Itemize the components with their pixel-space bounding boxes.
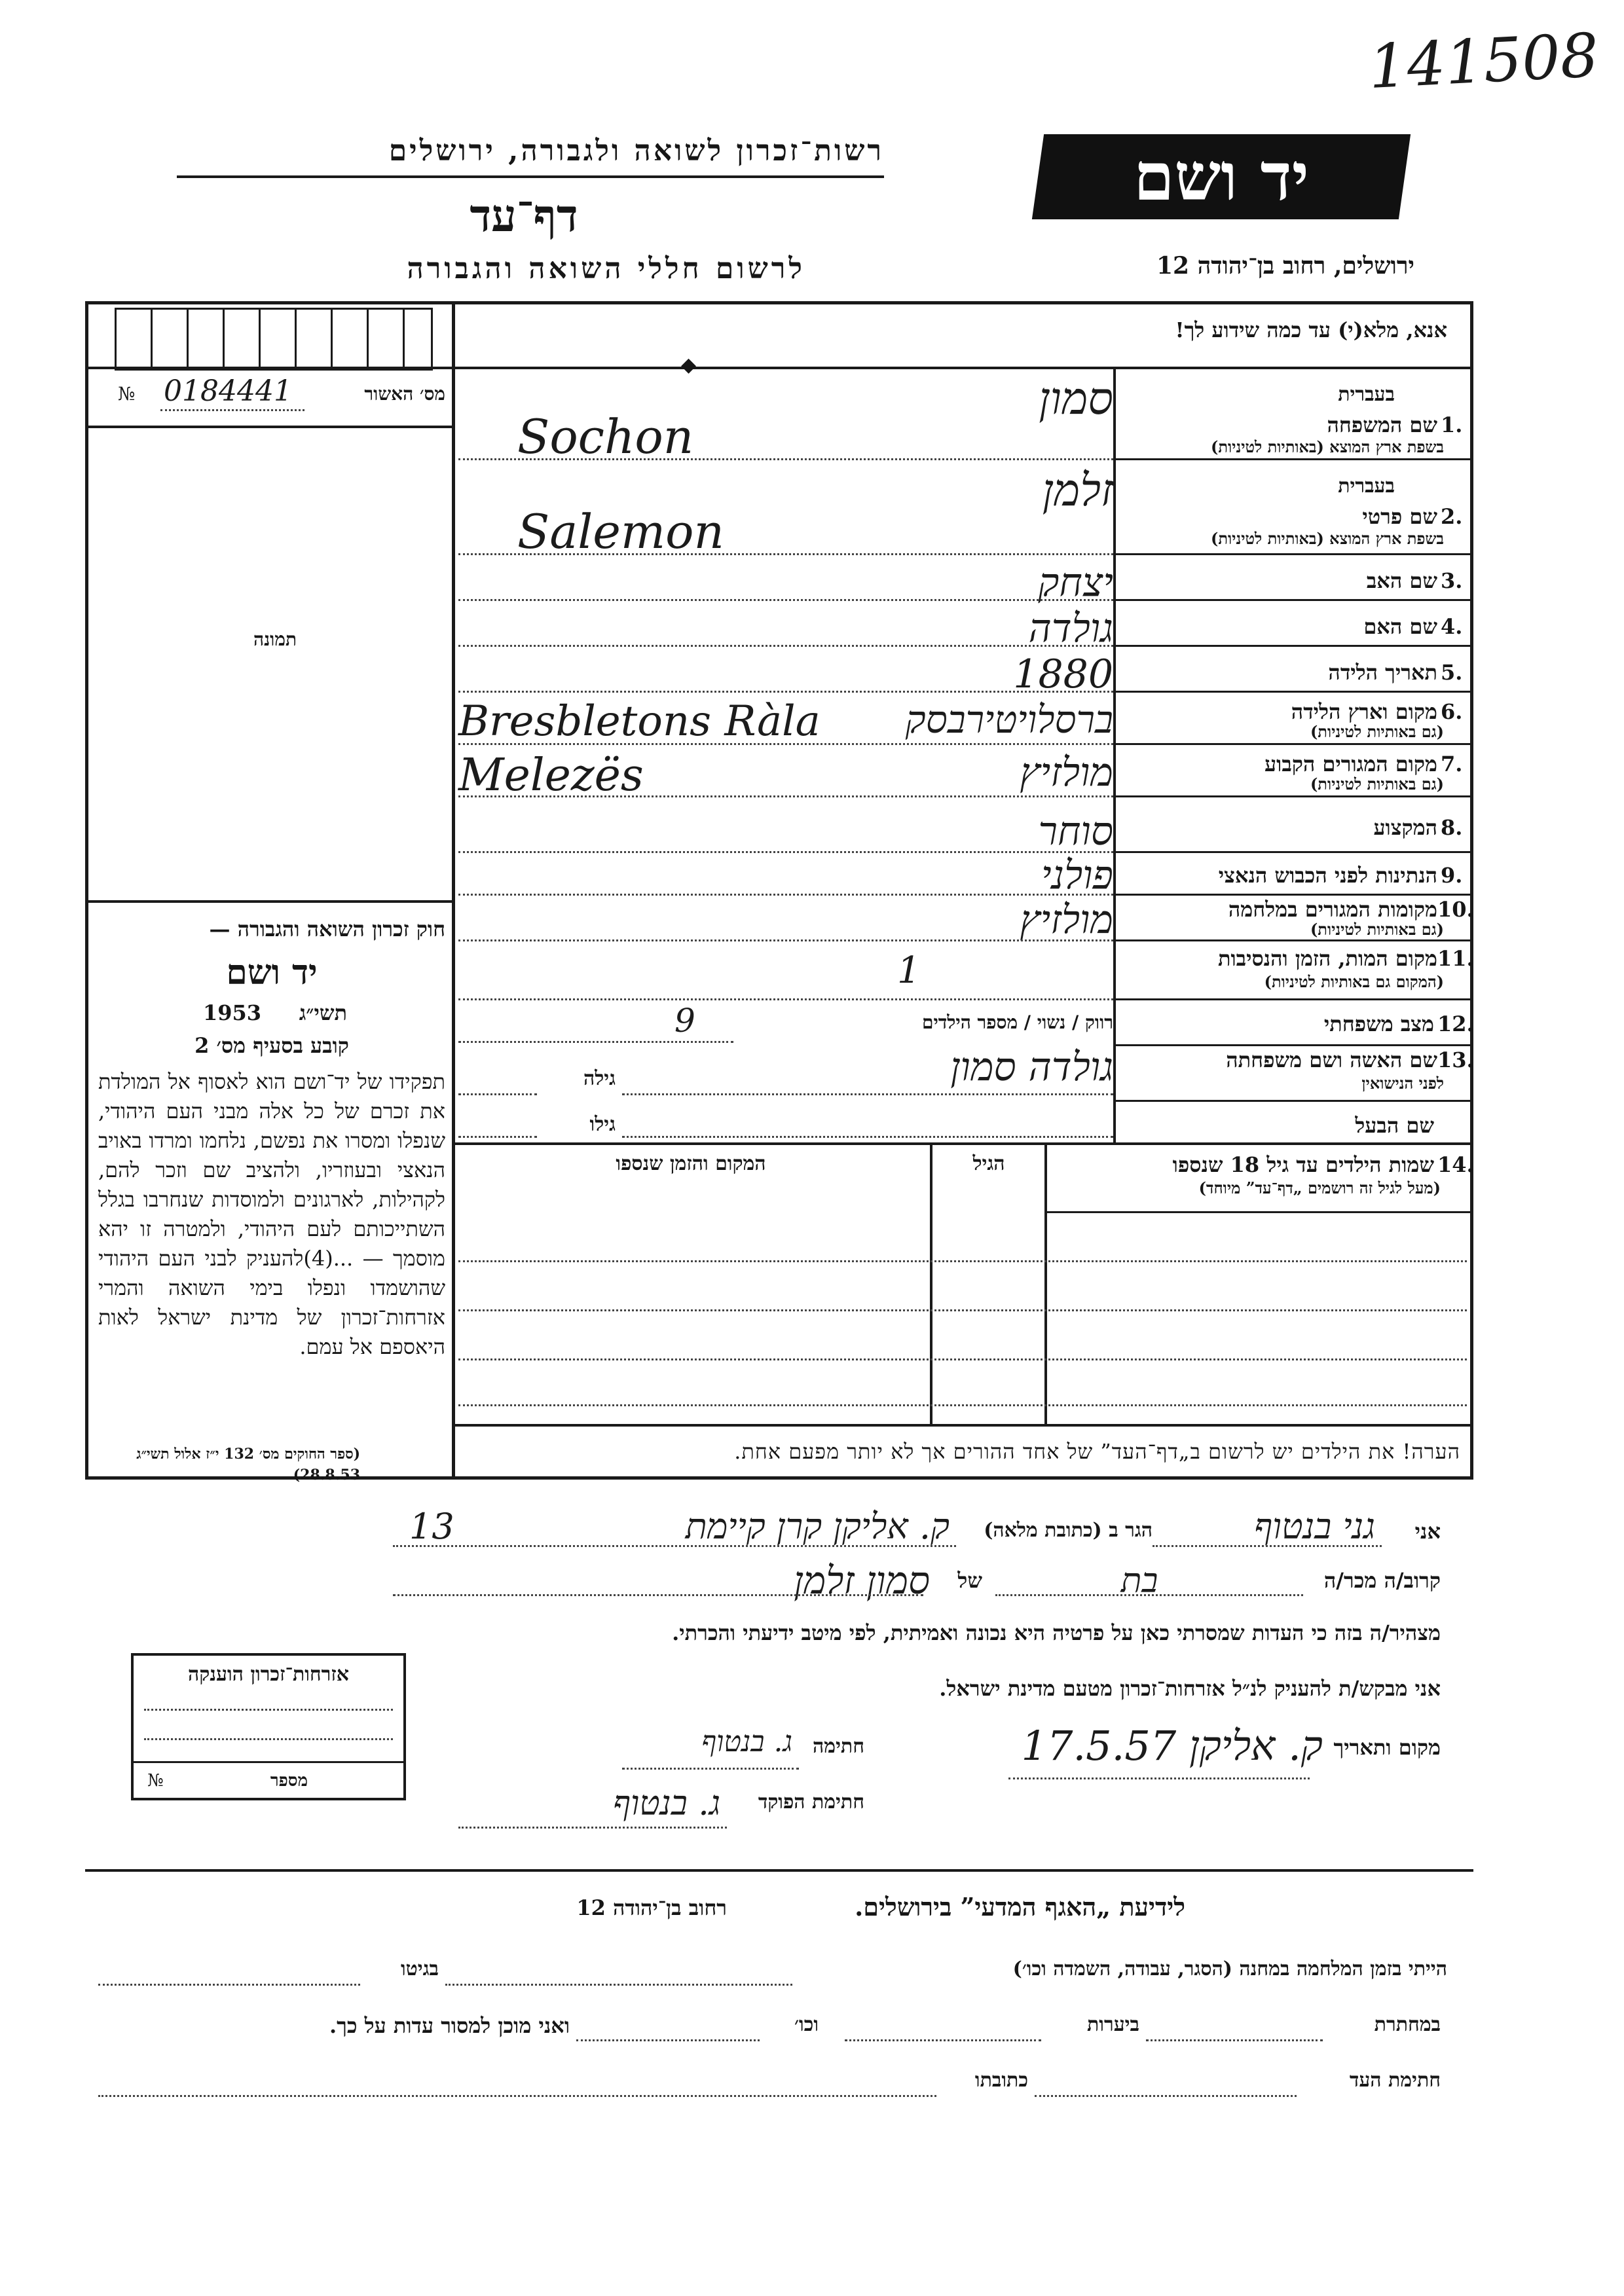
filing-boxes-base (88, 367, 452, 369)
field-label: שם פרטי (1362, 504, 1437, 529)
row-divider (1113, 894, 1473, 896)
field-hebrew-label: בעברית (1338, 383, 1395, 406)
field-line (458, 553, 1113, 555)
of-value: סמון זלמן (794, 1558, 930, 1603)
field-label: שם האב (1366, 568, 1437, 593)
logo-text: יד ושם (1134, 138, 1309, 215)
field-value-hebrew: ברסלויטירבסק (905, 697, 1113, 742)
field-line (622, 1093, 1113, 1095)
field-sub: (גם באותיות לטיניות) (1310, 920, 1444, 939)
children-row-line (458, 1309, 1467, 1311)
field-value-latin: Melezës (458, 750, 644, 801)
footer-ghetto-label: בגיטו (400, 1958, 439, 1980)
relation-label: קרוב/ה מכר/ה (1323, 1568, 1441, 1593)
field-value-hebrew: מולזיץ (1020, 750, 1113, 795)
husband-label: שם הבעל (1355, 1113, 1434, 1138)
row-divider (1113, 599, 1473, 601)
approval-label: מס׳ האשור (364, 383, 445, 405)
field-number: 5. (1441, 660, 1463, 685)
footer-willing-text: ואני מוכן למסור עדות על כך. (329, 2013, 570, 2038)
field-value-hebrew: סמון (1039, 373, 1113, 425)
field-value-hebrew: 1 (897, 949, 921, 992)
footer-witness-signature-label: חתימת העד (1349, 2069, 1441, 2092)
officer-signature: ג. בנטוף (613, 1784, 720, 1823)
row-divider (1113, 458, 1473, 460)
footer-title: לידיעת „האגף המדעי” בירושלים. (855, 1892, 1185, 1922)
footer-underground-line (1146, 2039, 1323, 2041)
of-line (393, 1594, 923, 1596)
note-bottom (452, 1476, 1473, 1479)
citizenship-number-label: מספר (270, 1771, 308, 1791)
children-label: שמות הילדים עד גיל 18 שנספו (1172, 1152, 1434, 1177)
declarant-address: ק. אליקן קרן קיימת (685, 1506, 950, 1547)
field-value-hebrew: מולזיץ (1020, 897, 1113, 943)
label-column-divider (1113, 367, 1116, 1142)
officer-label: חתימת הפוקד (758, 1791, 864, 1813)
law-name: יד ושם (226, 953, 318, 993)
form-subtitle: לרשום חללי השואה והגבורה (407, 252, 805, 285)
declarant-address-number: 13 (409, 1506, 454, 1547)
field-value-hebrew: יצחק (1038, 560, 1113, 606)
footer-etc-line (576, 2039, 760, 2041)
approval-no-symbol: № (118, 383, 136, 405)
relation-value: בת (1120, 1561, 1158, 1601)
field-line (458, 645, 1113, 647)
note-text: הערה! את הילדים יש לרשום ב„דף־העד” של אחד ההורים אך לא יותר מפעם אחת. (734, 1439, 1460, 1464)
field-sub: בשפת ארץ המוצא (באותיות לטיניות) (1211, 437, 1444, 456)
declaration-i-label: אני (1414, 1519, 1441, 1544)
children-col-divider (930, 1142, 932, 1424)
field-label: המקצוע (1373, 815, 1437, 840)
children-count-value: 9 (674, 1002, 695, 1040)
husband-name-line (622, 1136, 1113, 1138)
field-number: 14. (1437, 1152, 1474, 1177)
top-row-divider (452, 367, 1473, 369)
wife-age-line (458, 1093, 537, 1095)
footer-witness-signature-line (1035, 2095, 1297, 2097)
resides-label: הגר ב (כתובת מלאה) (984, 1519, 1153, 1542)
footer-etc-label: וכו׳ (794, 2013, 819, 2036)
left-column-divider (452, 301, 455, 1480)
field-number: 2. (1441, 504, 1463, 529)
field-line (458, 599, 1113, 601)
footer-camp-line (445, 1984, 792, 1986)
row-divider (1113, 553, 1473, 555)
field-value-hebrew: 1880 (1013, 651, 1113, 697)
row-divider (1113, 795, 1473, 797)
law-citation: (ספר החוקים מס׳ 132 י״ז אלול תשי״ג 28.8.53) (136, 1446, 360, 1484)
field-line (458, 795, 1113, 797)
field-number: 4. (1441, 614, 1463, 639)
husband-age-label: גילו (589, 1113, 616, 1136)
footer-underground-label: במחתרת (1374, 2013, 1441, 2036)
footer-forests-label: ביערות (1086, 2013, 1139, 2036)
field-label: שם האשה ושם משפחתה (1226, 1048, 1437, 1072)
field-label: מקומות המגורים במלחמה (1228, 897, 1437, 922)
children-row-line (458, 1260, 1467, 1262)
declarant-name: גני בנטוף (1254, 1506, 1375, 1547)
place-date-line (1008, 1777, 1310, 1779)
header-address: ירושלים, רחוב בן־יהודה 12 (1156, 252, 1414, 280)
children-table-top (452, 1142, 1473, 1145)
field-line (458, 998, 1113, 1000)
children-row-line (458, 1358, 1467, 1360)
field-value-latin: Sochon (517, 409, 694, 464)
field-number: 6. (1441, 699, 1463, 724)
yad-vashem-logo (1032, 134, 1411, 219)
place-date-value: ק. אליקן 17.5.57 (1021, 1722, 1323, 1770)
field-line (458, 894, 1113, 896)
field-sub: (גם באותיות לטיניות) (1310, 722, 1444, 741)
filing-boxes (115, 308, 433, 371)
declarant-address-line (393, 1545, 956, 1547)
field-line (458, 743, 1113, 745)
officer-line (458, 1827, 727, 1829)
field-label: מצב משפחתי (1323, 1011, 1434, 1036)
row-divider (1113, 1044, 1473, 1046)
row-divider (1113, 1100, 1473, 1102)
of-label: של (957, 1568, 982, 1593)
field-value-hebrew: זלמן (1042, 465, 1113, 517)
signature-label: חתימה (813, 1735, 864, 1758)
field-label: מקום המות, הזמן והנסיבות (1217, 946, 1437, 971)
row-divider (1113, 743, 1473, 745)
field-line (458, 691, 1113, 693)
law-clause: קובע בסעיף מס׳ 2 (194, 1033, 349, 1058)
form-title: דף־עד (470, 190, 578, 242)
law-year-hebrew: תשי״ג (299, 1000, 347, 1025)
bullet-mark: ◆ (681, 354, 697, 376)
field-number: 12. (1437, 1011, 1474, 1036)
signature-line (622, 1768, 799, 1770)
row-divider (1113, 645, 1473, 647)
field-number: 3. (1441, 568, 1463, 593)
place-date-label: מקום ותאריך (1333, 1735, 1441, 1760)
footer-address-line (98, 2095, 936, 2097)
children-header-line (1044, 1211, 1473, 1213)
footer-forests-line (845, 2039, 1041, 2041)
citizenship-divider (134, 1761, 403, 1763)
citizenship-line (144, 1738, 393, 1740)
footer-ghetto-line (98, 1984, 360, 1986)
field-number: 8. (1441, 815, 1463, 840)
field-number: 7. (1441, 752, 1463, 776)
field-sub: (המקום גם באותיות לטיניות) (1264, 972, 1444, 991)
field-label: שם האם (1363, 614, 1437, 639)
field-hebrew-label: בעברית (1338, 475, 1395, 498)
children-table-bottom (452, 1424, 1473, 1427)
footer-address: רחוב בן־יהודה 12 (576, 1895, 727, 1920)
approval-line (160, 409, 304, 411)
field-label: הנתינות לפני הכבוש הנאצי (1218, 863, 1437, 888)
field-value-latin: Salemon (517, 504, 724, 559)
footer-address-label: כתובתו (974, 2069, 1028, 2092)
children-col-divider (1044, 1142, 1047, 1424)
field-value-latin: Bresbletons Ràla (458, 697, 821, 746)
citizenship-title: אזרחות־זכרון הוענקה (187, 1663, 350, 1686)
children-sub: (מעל לגיל זה רושמים „דף־עד” מיוחד) (1198, 1178, 1441, 1197)
law-text: תפקידו של יד־ושם הוא לאסוף אל המולדת את זכרם של כל אלה מבני העם היהודי, שנפלו ומסרו את נפשם, נלחמו ומרדו באויב הנאצי ובעוזריו, ולהציב שם וזכר להם, לקהילות, לארגונים ולמוסדות שנחרבו בגלל השתייכותם לעם היהודי, ולמטרה זו יהא מוסמך — ...(4)להעניק לבני העם היהודי שהושמדו ונפלו בימי השואה והמרי אזרחות־זכרון של מדינת ישראל לאות היאספם אל עמם. (98, 1069, 446, 1359)
row-divider (1113, 851, 1473, 853)
archive-number: 141508 (1367, 20, 1600, 103)
citizenship-line (144, 1709, 393, 1711)
law-year: 1953 (203, 1000, 262, 1025)
footer-separator (85, 1869, 1473, 1872)
children-col-age: הגיל (972, 1152, 1005, 1175)
field-value-hebrew: סוחר (1038, 809, 1113, 854)
field-sub: לפני הנישואין (1361, 1074, 1444, 1093)
law-title: חוק זכרון השואה והגבורה — (209, 917, 445, 941)
field-sub: (גם באותיות לטיניות) (1310, 774, 1444, 793)
field-number: 13. (1437, 1048, 1474, 1072)
children-col-place: המקום והזמן שנספו (616, 1152, 766, 1175)
marital-options: רווק / נשוי / מספר הילדים (921, 1011, 1113, 1033)
field-line (458, 1041, 733, 1043)
row-divider (1113, 691, 1473, 693)
field-number: 1. (1441, 412, 1463, 437)
photo-divider (88, 900, 452, 903)
field-line (458, 939, 1113, 941)
field-line (458, 458, 1113, 460)
field-value-hebrew: גולדה (1028, 606, 1113, 651)
photo-label: תמונה (253, 629, 297, 650)
request-text: אני מבקש/ת להעניק לנ״ל אזרחות־זכרון מטעם מדינת ישראל. (939, 1676, 1441, 1701)
approval-divider (88, 426, 452, 428)
field-label: מקום וארץ הלידה (1291, 699, 1437, 724)
footer-camp-label: הייתי בזמן המלחמה במחנה (הסגר, עבודה, השמדה וכו׳) (1012, 1958, 1447, 1980)
field-number: 11. (1437, 946, 1474, 971)
approval-value: 0184441 (164, 374, 292, 408)
authority-underline (177, 175, 884, 178)
wife-age-label: גילה (583, 1067, 616, 1090)
signature-value: ג. בנטוף (701, 1725, 792, 1758)
row-divider (1113, 939, 1473, 941)
field-sub: בשפת ארץ המוצא (באותיות לטיניות) (1211, 529, 1444, 548)
field-label: תאריך הלידה (1328, 660, 1437, 685)
please-note: אנא, מלא(י) עד כמה שידוע לך! (1175, 318, 1447, 342)
citizenship-no-symbol: № (147, 1771, 164, 1791)
declare-text: מצהיר/ה בזה כי העדות שמסרתי כאן על פרטיה היא נכונה ואמיתית, לפי מיטב ידיעתי והכרתי. (672, 1620, 1441, 1645)
relation-line (995, 1594, 1303, 1596)
authority-title: רשות־זכרון לשואה ולגבורה, ירושלים (388, 134, 884, 168)
field-label: מקום המגורים הקבוע (1264, 752, 1437, 776)
row-divider (1113, 998, 1473, 1000)
field-value-hebrew: גולדה סמון (950, 1044, 1113, 1090)
field-label: שם המשפחה (1327, 412, 1437, 437)
field-number: 10. (1437, 897, 1474, 922)
field-number: 9. (1441, 863, 1463, 888)
declarant-name-line (1153, 1545, 1382, 1547)
husband-age-line (458, 1136, 537, 1138)
field-value-hebrew: פולני (1041, 852, 1113, 898)
children-row-line (458, 1404, 1467, 1406)
